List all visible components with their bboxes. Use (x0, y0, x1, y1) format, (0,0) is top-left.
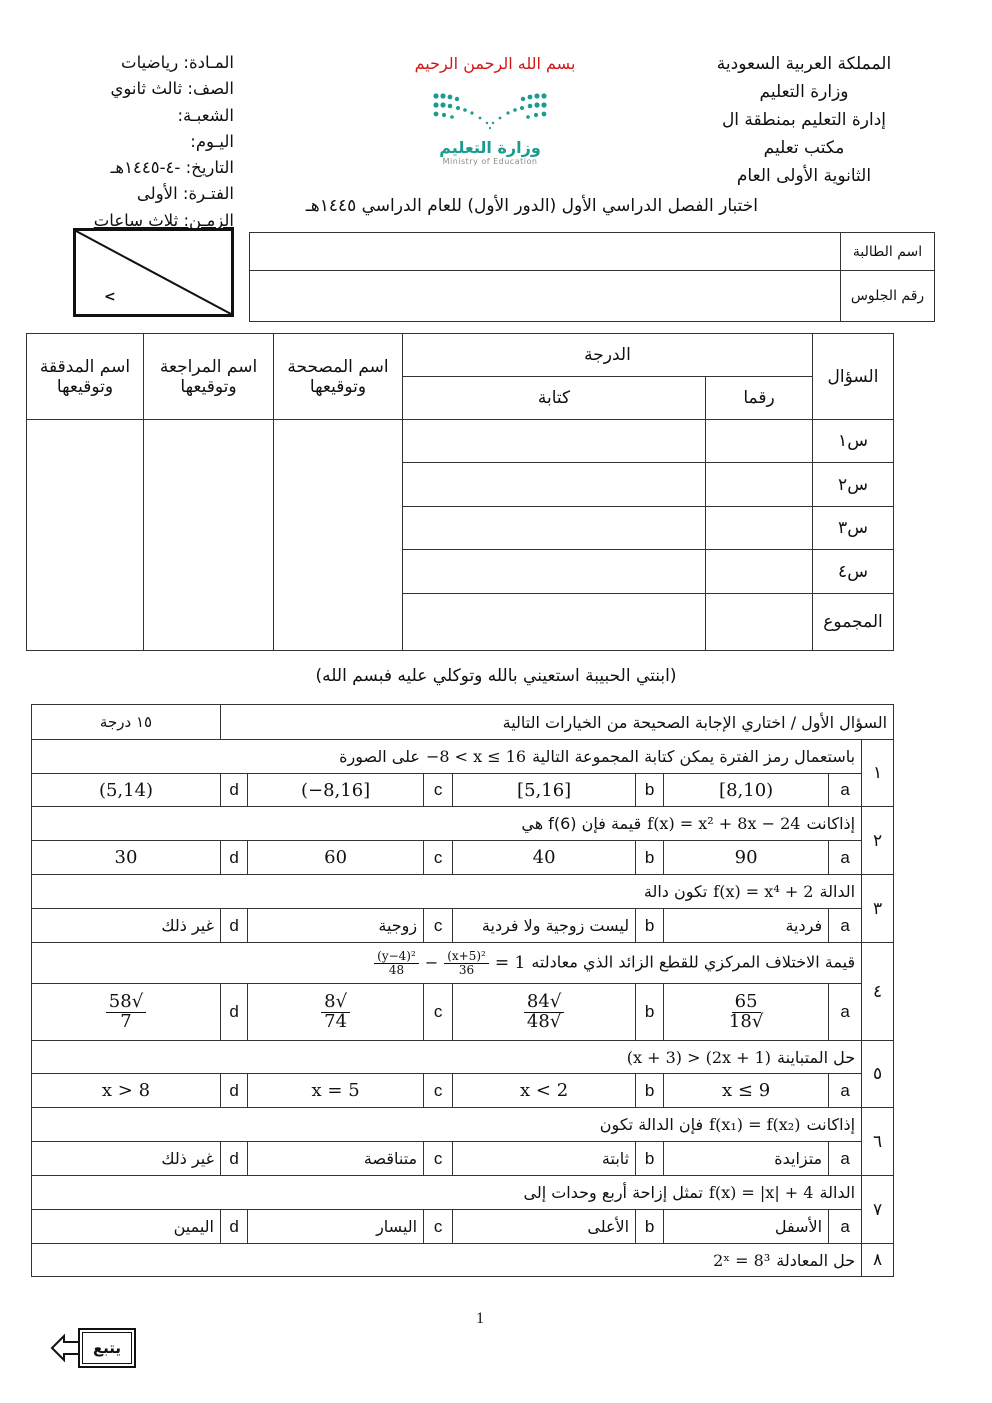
grade-row-label: س٢ (813, 463, 894, 507)
question-text (32, 1041, 862, 1074)
option-d-label[interactable]: d (221, 1142, 248, 1176)
grade-digits-cell[interactable] (706, 507, 813, 550)
option-a-label[interactable]: a (829, 841, 862, 875)
question-text-before: حل المعادلة (776, 1250, 856, 1270)
option-text: غير ذلك (161, 916, 214, 935)
motto: (ابنتي الحبيبة استعيني بالله وتوكلي عليه فبسم الله) (315, 666, 677, 686)
options-row (32, 1210, 894, 1244)
option-b-label[interactable]: b (636, 909, 664, 943)
section-points: ١٥ درجة (32, 705, 221, 740)
fraction (374, 950, 419, 976)
seat-number-label: رقم الجلوس (841, 271, 935, 322)
question-col-header: السؤال (813, 334, 894, 420)
option-b-label[interactable]: b (636, 1210, 664, 1244)
question-number: ١ (862, 740, 894, 807)
reviewer-signature-cell[interactable] (144, 420, 274, 651)
question-number: ٦ (862, 1108, 894, 1176)
header-line: الثانوية الأولى العام (736, 166, 872, 186)
question-table (31, 704, 894, 1277)
next-label: يتبع (78, 1328, 136, 1368)
question-text (32, 943, 862, 984)
grade-words-cell[interactable] (403, 594, 706, 651)
options-row (32, 774, 894, 807)
option-d-value[interactable] (32, 774, 221, 807)
option-c-label[interactable]: c (424, 1074, 453, 1108)
option-b-label[interactable]: b (636, 1142, 664, 1176)
grade-digits-cell[interactable] (706, 463, 813, 507)
ministry-logo (425, 92, 555, 177)
option-c-label[interactable]: c (424, 841, 453, 875)
time-line: الزمـن: ثلاث ساعات (93, 210, 234, 230)
date-line: التاريخ: -٤-١٤٤٥هـ (110, 158, 234, 178)
option-a-value[interactable] (664, 909, 829, 943)
question-text (32, 1244, 862, 1277)
option-c-value[interactable] (248, 774, 424, 807)
question-text-before: حل المتباينة (777, 1047, 856, 1067)
option-text: x = 5 (311, 1080, 360, 1101)
denominator: √48 (526, 1010, 562, 1032)
option-b-value[interactable] (453, 984, 636, 1041)
option-b-value[interactable] (453, 909, 636, 943)
question-text (32, 1176, 862, 1210)
option-d-value[interactable] (32, 1142, 221, 1176)
option-b-value[interactable] (453, 1210, 636, 1244)
question-row (32, 1108, 894, 1142)
option-c-value[interactable] (248, 984, 424, 1041)
question-math: f(x) = x⁴ + 2 (713, 882, 814, 901)
option-a-label[interactable]: a (829, 1210, 862, 1244)
logo-arabic-text: وزارة التعليم (439, 138, 541, 157)
fraction (321, 990, 350, 1032)
option-c-label[interactable]: c (424, 1142, 453, 1176)
option-text: اليمين (173, 1217, 214, 1236)
option-d-label[interactable]: d (221, 984, 248, 1041)
operator: − (424, 952, 439, 972)
grade-row-label: س٣ (813, 507, 894, 550)
question-number: ٥ (862, 1041, 894, 1108)
student-name-field[interactable] (250, 233, 841, 271)
auditor-signature-cell[interactable] (27, 420, 144, 651)
question-text (32, 740, 862, 774)
diagonal-line (76, 231, 231, 314)
grade-words-cell[interactable] (403, 420, 706, 463)
fraction (524, 990, 564, 1032)
grade-words-cell[interactable] (403, 463, 706, 507)
option-text: (−8,16] (301, 779, 371, 801)
corrector-col-header: اسم المصححة وتوقيعها (274, 334, 403, 420)
subject-line: المـادة: رياضيات (121, 53, 234, 72)
question-number: ٣ (862, 875, 894, 943)
corrector-signature-cell[interactable] (274, 420, 403, 651)
fraction (106, 990, 146, 1032)
next-page-button[interactable] (50, 1328, 136, 1368)
student-info-table (249, 232, 935, 322)
option-text: الأسفل (774, 1217, 823, 1236)
option-c-label[interactable]: c (424, 774, 453, 807)
grade-row-label: المجموع (813, 594, 894, 651)
question-row (32, 875, 894, 909)
question-row (32, 740, 894, 774)
numerator: √58 (106, 993, 146, 1013)
question-text-before: قيمة الاختلاف المركزي للقطع الزائد الذي معادلته (531, 952, 856, 972)
question-text (32, 1108, 862, 1142)
question-text-after: على الصورة (339, 747, 420, 766)
option-d-label[interactable]: d (221, 774, 248, 807)
option-text: ليست زوجية ولا فردية (481, 916, 630, 935)
question-math: (x + 3) > (2x + 1) (626, 1047, 772, 1067)
page-number: 1 (476, 1310, 484, 1327)
grade-col-header: الدرجة (403, 334, 813, 377)
question-math: f(x) = x² + 8x − 24 (647, 814, 801, 833)
question-text-before: إذاكانت (806, 814, 856, 833)
options-row (32, 984, 894, 1041)
option-c-value[interactable] (248, 909, 424, 943)
option-b-label[interactable]: b (636, 774, 664, 807)
option-d-value[interactable] (32, 1074, 221, 1108)
options-row (32, 909, 894, 943)
question-number: ٢ (862, 807, 894, 875)
option-c-value[interactable] (248, 1074, 424, 1108)
option-c-value[interactable] (248, 841, 424, 875)
question-row (32, 1176, 894, 1210)
question-text-before: باستعمال رمز الفترة يمكن كتابة المجموعة التالية (532, 747, 856, 766)
denominator: 7 (120, 1010, 132, 1032)
option-text: ثابتة (601, 1149, 630, 1168)
student-name-label: اسم الطالبة (841, 233, 935, 271)
option-b-value[interactable] (453, 774, 636, 807)
option-text: (5,14) (98, 779, 154, 801)
score-box-mark: < (104, 289, 116, 305)
question-math: f(x₁) = f(x₂) (709, 1115, 801, 1134)
denominator: 36 (458, 962, 475, 977)
option-d-label[interactable]: d (221, 1210, 248, 1244)
digits-col-header: رقما (706, 377, 813, 420)
header-line: وزارة التعليم (759, 82, 849, 102)
option-text: متزايدة (774, 1149, 823, 1168)
numerator: √8 (321, 993, 350, 1013)
option-text: [5,16] (517, 779, 572, 801)
logo-dots-icon (432, 92, 548, 132)
option-c-label[interactable]: c (424, 984, 453, 1041)
option-a-value[interactable] (664, 841, 829, 875)
question-text (32, 875, 862, 909)
fraction (444, 950, 489, 976)
option-a-value[interactable] (664, 774, 829, 807)
fraction (728, 990, 764, 1032)
question-row (32, 943, 894, 984)
option-text: متناقصة (363, 1149, 418, 1168)
option-a-value[interactable] (664, 1074, 829, 1108)
options-row (32, 1074, 894, 1108)
option-text: x > 8 (101, 1080, 151, 1101)
option-b-value[interactable] (453, 841, 636, 875)
option-text: فردية (785, 916, 823, 935)
question-row (32, 1244, 894, 1277)
grade-digits-cell[interactable] (706, 594, 813, 651)
denominator: 74 (324, 1010, 348, 1032)
section-line: الشعبـة: (177, 105, 234, 125)
option-text: x < 2 (520, 1080, 569, 1101)
option-text: اليسار (376, 1217, 418, 1236)
option-c-label[interactable]: c (424, 909, 453, 943)
grade-row-label: س٤ (813, 550, 894, 594)
numerator: 65 (732, 993, 761, 1013)
numerator: (x+5)² (444, 950, 489, 964)
question-text-after: تكون دالة (643, 882, 708, 901)
grade-digits-cell[interactable] (706, 420, 813, 463)
grade-line: الصف: ثالث ثانوي (110, 79, 234, 99)
seat-number-field[interactable] (250, 271, 841, 322)
option-d-value[interactable] (32, 1210, 221, 1244)
question-text (32, 807, 862, 841)
question-number: ٧ (862, 1176, 894, 1244)
option-c-value[interactable] (248, 1210, 424, 1244)
option-a-label[interactable]: a (829, 909, 862, 943)
option-d-value[interactable] (32, 841, 221, 875)
grade-summary-table (26, 333, 894, 651)
exam-title: اختبار الفصل الدراسي الأول (الدور الأول) للعام الدراسي ١٤٤٥هـ (305, 196, 758, 216)
option-a-value[interactable] (664, 1142, 829, 1176)
option-c-value[interactable] (248, 1142, 424, 1176)
logo-english-text: Ministry of Education (442, 157, 538, 166)
question-row (32, 1041, 894, 1074)
option-d-label[interactable]: d (221, 841, 248, 875)
option-text: الأعلى (587, 1217, 630, 1236)
question-number: ٤ (862, 943, 894, 1041)
option-b-value[interactable] (453, 1074, 636, 1108)
option-b-label[interactable]: b (636, 841, 664, 875)
grade-digits-cell[interactable] (706, 550, 813, 594)
grade-row-label: س١ (813, 420, 894, 463)
question-equation (374, 950, 525, 976)
option-text: [8,10) (719, 779, 774, 801)
option-text: زوجية (378, 916, 418, 935)
basmala: بسم الله الرحمن الرحيم (414, 54, 576, 73)
header-line: إدارة التعليم بمنطقة ال (721, 110, 887, 130)
period-line: الفتـرة: الأولى (136, 184, 234, 204)
option-d-label[interactable]: d (221, 1074, 248, 1108)
option-d-value[interactable] (32, 909, 221, 943)
option-a-value[interactable] (664, 1210, 829, 1244)
option-text: 40 (532, 847, 556, 868)
auditor-col-header: اسم المدققة وتوقيعها (27, 334, 144, 420)
question-text-after: قيمة فإن f(6) هي (521, 814, 642, 833)
question-math: 2ˣ = 8³ (713, 1250, 771, 1270)
option-c-label[interactable]: c (424, 1210, 453, 1244)
numerator: (y−4)² (374, 950, 419, 964)
question-text-after: تمثل إزاحة أربع وحدات إلى (523, 1183, 703, 1202)
option-b-value[interactable] (453, 1142, 636, 1176)
option-a-value[interactable] (664, 984, 829, 1041)
numerator: √84 (524, 993, 564, 1013)
option-b-label[interactable]: b (636, 984, 664, 1041)
score-box[interactable] (73, 228, 234, 317)
option-text: 60 (324, 847, 348, 868)
options-row (32, 1142, 894, 1176)
question-text-before: الدالة (819, 882, 856, 901)
option-text: غير ذلك (161, 1149, 214, 1168)
question-number: ٨ (862, 1244, 894, 1277)
question-row (32, 807, 894, 841)
question-text-before: الدالة (819, 1183, 856, 1202)
equation-rhs: = 1 (494, 952, 526, 973)
option-a-label[interactable]: a (829, 774, 862, 807)
question-math: f(x) = |x| + 4 (708, 1183, 814, 1202)
option-a-label[interactable]: a (829, 1074, 862, 1108)
reviewer-col-header: اسم المراجعة وتوقيعها (144, 334, 274, 420)
option-text: x ≤ 9 (722, 1080, 771, 1101)
question-text-after: فإن الدالة تكون (599, 1115, 704, 1134)
denominator: 48 (388, 962, 405, 977)
day-line: اليـوم: (190, 131, 234, 151)
option-b-label[interactable]: b (636, 1074, 664, 1108)
options-row (32, 841, 894, 875)
denominator: √18 (728, 1010, 764, 1032)
option-a-label[interactable]: a (829, 984, 862, 1041)
exam-info-block (78, 50, 234, 234)
header-line: المملكة العربية السعودية (716, 54, 892, 74)
option-d-label[interactable]: d (221, 909, 248, 943)
question-text-before: إذاكانت (806, 1115, 856, 1134)
option-text: 90 (734, 847, 758, 868)
section-title: السؤال الأول / اختاري الإجابة الصحيحة من الخيارات التالية (221, 705, 894, 740)
option-d-value[interactable] (32, 984, 221, 1041)
question-math: −8 < x ≤ 16 (425, 747, 527, 766)
header-ministry-block (694, 50, 914, 190)
grade-words-cell[interactable] (403, 507, 706, 550)
option-text: 30 (114, 847, 138, 868)
option-a-label[interactable]: a (829, 1142, 862, 1176)
header-line: مكتب تعليم (763, 138, 845, 158)
grade-words-cell[interactable] (403, 550, 706, 594)
words-col-header: كتابة (403, 377, 706, 420)
